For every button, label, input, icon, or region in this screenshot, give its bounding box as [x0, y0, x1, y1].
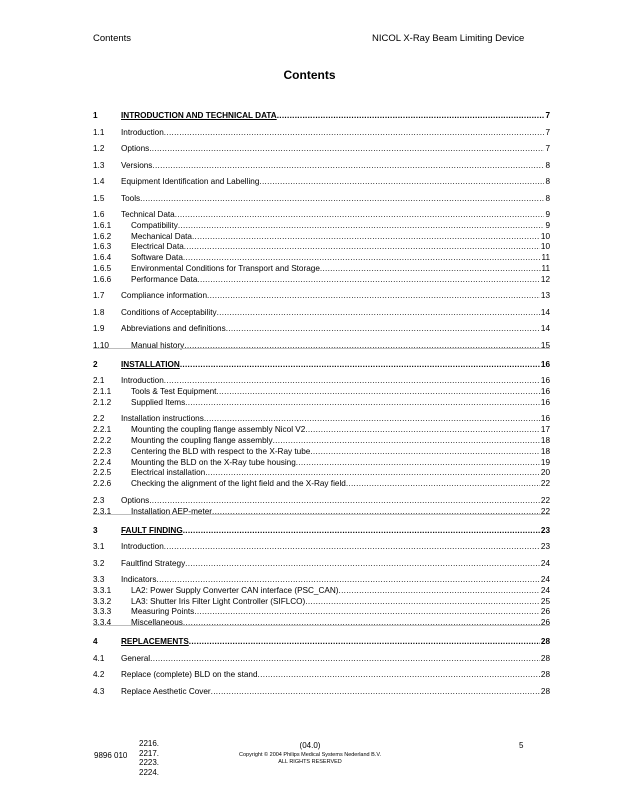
toc-entry-page: 16: [540, 387, 550, 397]
toc-entry-number: 3.3: [93, 575, 105, 584]
toc-entry[interactable]: [93, 386, 550, 397]
toc-entry-title[interactable]: Replace Aesthetic Cover: [121, 686, 211, 696]
toc-entry-page: 14: [540, 307, 550, 317]
toc-entry-page: 16: [540, 397, 550, 407]
toc-entry-page: 16: [540, 359, 550, 369]
toc-entry[interactable]: [93, 606, 550, 617]
footer-code: 2223.: [139, 758, 160, 767]
toc-dot-leader: [184, 241, 540, 252]
toc-dot-leader: [211, 686, 540, 697]
toc-dot-leader: [197, 274, 539, 285]
toc-entry[interactable]: [93, 669, 550, 680]
toc-entry-page: 23: [540, 525, 550, 535]
toc-entry[interactable]: [93, 290, 550, 301]
toc-entry-page: 11: [541, 253, 550, 263]
toc-dot-leader: [164, 541, 540, 552]
toc-entry-number: 1.10: [93, 340, 109, 350]
toc-entry[interactable]: [93, 541, 550, 552]
toc-entry-page: 8: [545, 160, 550, 170]
toc-entry-number: 3.3.3: [93, 607, 112, 617]
toc-entry-title[interactable]: Miscellaneous: [131, 618, 183, 628]
toc-dot-leader: [184, 340, 540, 351]
footer-code-list: [139, 739, 159, 777]
toc-dot-leader: [273, 435, 540, 446]
toc-entry[interactable]: [93, 323, 550, 334]
toc-entry-number: 1: [93, 111, 98, 120]
toc-entry[interactable]: [93, 413, 550, 424]
toc-entry-number: 1.6.3: [93, 242, 112, 252]
toc-entry-title[interactable]: Mounting the coupling flange assembly Nicol V2: [131, 425, 306, 435]
toc-entry-title[interactable]: Compatibility: [131, 220, 178, 230]
table-of-contents: [93, 0, 550, 800]
toc-entry[interactable]: [93, 231, 550, 242]
toc-entry-title[interactable]: Mounting the coupling flange assembly: [131, 436, 273, 445]
toc-dot-leader: [204, 413, 540, 424]
chapter-divider: [93, 514, 550, 515]
toc-entry-title[interactable]: Supplied Items: [131, 397, 186, 407]
toc-entry-number: 1.3: [93, 160, 105, 170]
footer-version: (04.0): [299, 741, 321, 750]
toc-entry-number: 2.2.2: [93, 436, 112, 445]
footer-copyright-line: Copyright © 2004 Philips Medical Systems Nederland B.V.: [238, 752, 382, 758]
toc-entry-page: 22: [540, 479, 550, 489]
toc-entry[interactable]: [93, 506, 550, 517]
toc-entry-title[interactable]: Options: [121, 495, 150, 505]
toc-dot-leader: [258, 669, 540, 680]
footer-code: 2216.: [139, 739, 160, 748]
toc-entry-number: 3.3.1: [93, 585, 112, 595]
toc-dot-leader: [277, 110, 545, 121]
toc-dot-leader: [310, 446, 540, 457]
toc-entry-page: 16: [540, 376, 550, 386]
toc-entry-number: 1.8: [93, 307, 105, 317]
toc-entry-title[interactable]: Performance Data: [131, 274, 198, 284]
footer-rights-line: ALL RIGHTS RESERVED: [278, 759, 342, 765]
toc-dot-leader: [305, 596, 540, 607]
toc-entry-title[interactable]: Mounting the BLD on the X-Ray tube housing: [131, 457, 296, 467]
toc-entry-number: 3.3.2: [93, 596, 112, 606]
toc-entry-title[interactable]: Installation instructions: [121, 414, 204, 424]
toc-entry-title[interactable]: Options: [121, 144, 150, 153]
toc-entry-page: 11: [541, 264, 550, 273]
toc-entry[interactable]: [93, 263, 550, 274]
toc-entry-number: 1.6.1: [93, 220, 112, 230]
footer-copyright: [200, 752, 420, 766]
toc-entry-number: 2.1.1: [93, 387, 112, 397]
toc-dot-leader: [205, 467, 540, 478]
toc-dot-leader: [149, 143, 544, 154]
toc-entry[interactable]: [93, 424, 550, 435]
toc-entry[interactable]: [93, 585, 550, 596]
toc-entry-number: 2.2.1: [93, 425, 112, 435]
header-document-title: NICOL X-Ray Beam Limiting Device: [372, 33, 525, 44]
toc-entry-page: 7: [545, 144, 550, 153]
toc-entry-number: 2.1.2: [93, 397, 112, 407]
toc-dot-leader: [178, 220, 545, 231]
toc-entry[interactable]: [93, 435, 550, 446]
toc-entry[interactable]: [93, 617, 550, 628]
footer-code: 2224.: [139, 767, 160, 777]
toc-dot-leader: [339, 585, 540, 596]
toc-dot-leader: [217, 307, 540, 318]
toc-entry-page: 20: [540, 468, 550, 478]
toc-entry-page: 10: [540, 231, 550, 241]
toc-entry-page: 17: [540, 425, 550, 435]
toc-entry-title[interactable]: Introduction: [121, 127, 164, 137]
toc-entry-title[interactable]: Technical Data: [121, 210, 175, 219]
toc-entry[interactable]: [93, 252, 550, 263]
toc-entry[interactable]: [93, 110, 550, 121]
toc-entry-title[interactable]: Conditions of Acceptability: [121, 307, 217, 317]
toc-entry-page: 22: [540, 495, 550, 505]
toc-entry-page: 9: [545, 220, 550, 230]
toc-entry-number: 1.6.2: [93, 231, 112, 241]
toc-entry-page: 12: [540, 274, 550, 284]
toc-entry-title[interactable]: Electrical Data: [131, 242, 184, 252]
toc-entry-number: 2.3: [93, 495, 105, 505]
toc-entry-number: 1.6.5: [93, 264, 112, 273]
toc-entry[interactable]: [93, 127, 550, 138]
toc-entry-number: 1.9: [93, 324, 105, 334]
toc-entry-title[interactable]: Abbreviations and definitions: [121, 324, 226, 334]
toc-entry[interactable]: [93, 274, 550, 285]
toc-entry-title[interactable]: Replace (complete) BLD on the stand: [121, 670, 258, 680]
toc-entry-number: 1.2: [93, 144, 105, 153]
toc-dot-leader: [175, 209, 545, 220]
toc-entry[interactable]: [93, 574, 550, 585]
chapter-divider: [93, 348, 550, 349]
toc-entry-page: 8: [545, 193, 550, 203]
toc-entry-number: 2.2.4: [93, 457, 112, 467]
toc-entry[interactable]: [93, 686, 550, 697]
toc-dot-leader: [157, 574, 540, 585]
toc-entry-title[interactable]: Indicators: [121, 575, 157, 584]
toc-entry[interactable]: [93, 143, 550, 154]
toc-dot-leader: [259, 176, 544, 187]
toc-entry-title[interactable]: Versions: [121, 160, 153, 170]
toc-entry-page: 26: [540, 607, 550, 617]
footer-page-number: 5: [519, 741, 524, 750]
toc-dot-leader: [164, 375, 540, 386]
toc-entry-title[interactable]: Installation AEP-meter: [131, 506, 213, 516]
toc-entry-number: 1.6: [93, 210, 105, 219]
toc-entry[interactable]: [93, 209, 550, 220]
toc-entry-number: 2: [93, 359, 98, 369]
toc-entry-title[interactable]: Equipment Identification and Labelling: [121, 177, 260, 186]
toc-dot-leader: [212, 506, 540, 517]
toc-entry-number: 1.5: [93, 193, 105, 203]
toc-dot-leader: [346, 478, 540, 489]
toc-entry-page: 9: [545, 210, 550, 219]
toc-dot-leader: [185, 558, 540, 569]
footer-doc-number: 9896 010: [94, 751, 128, 760]
toc-entry-number: 4: [93, 637, 98, 647]
toc-entry-page: 15: [540, 340, 550, 350]
toc-entry-page: 25: [540, 596, 550, 606]
toc-dot-leader: [216, 386, 539, 397]
toc-entry-number: 1.4: [93, 177, 105, 186]
toc-entry-page: 24: [540, 575, 550, 584]
toc-entry[interactable]: [93, 446, 550, 457]
toc-entry-number: 4.2: [93, 670, 105, 680]
toc-entry-number: 2.3.1: [93, 506, 112, 516]
toc-entry-number: 3.2: [93, 558, 105, 568]
toc-entry-number: 4.1: [93, 653, 105, 663]
toc-entry[interactable]: [93, 525, 550, 536]
toc-entry-number: 3.3.4: [93, 618, 112, 628]
toc-entry-title[interactable]: General: [121, 653, 151, 663]
toc-dot-leader: [226, 323, 540, 334]
toc-entry[interactable]: [93, 241, 550, 252]
toc-entry-page: 26: [540, 618, 550, 628]
toc-dot-leader: [305, 424, 540, 435]
toc-entry[interactable]: [93, 636, 550, 647]
toc-entry-number: 1.1: [93, 127, 105, 137]
toc-entry-title[interactable]: Compliance information: [121, 291, 208, 301]
chapter-divider: [93, 625, 550, 626]
toc-entry-title[interactable]: Introduction: [121, 542, 164, 551]
toc-entry-page: 7: [545, 111, 550, 120]
toc-entry[interactable]: [93, 307, 550, 318]
toc-entry-page: 18: [540, 436, 550, 445]
toc-entry[interactable]: [93, 340, 550, 351]
toc-dot-leader: [207, 290, 540, 301]
toc-dot-leader: [189, 636, 540, 647]
toc-entry[interactable]: [93, 558, 550, 569]
toc-entry-number: 2.2.6: [93, 479, 112, 489]
toc-dot-leader: [164, 127, 545, 138]
toc-entry-page: 24: [540, 558, 550, 568]
toc-entry-number: 2.2: [93, 414, 105, 424]
toc-entry-title[interactable]: Software Data: [131, 253, 183, 263]
toc-entry-number: 2.2.3: [93, 446, 112, 456]
toc-entry-title[interactable]: Faultfind Strategy: [121, 558, 186, 568]
toc-dot-leader: [150, 653, 540, 664]
toc-dot-leader: [152, 160, 544, 171]
toc-entry-page: 28: [540, 670, 550, 680]
toc-dot-leader: [185, 397, 540, 408]
toc-entry-title[interactable]: Centering the BLD with respect to the X-Ray tube: [131, 446, 311, 456]
toc-entry-title[interactable]: FAULT FINDING: [121, 525, 183, 535]
toc-entry-number: 3.1: [93, 542, 105, 551]
toc-entry-title[interactable]: Environmental Conditions for Transport and Storage: [131, 264, 320, 273]
toc-entry-page: 24: [540, 585, 550, 595]
toc-entry[interactable]: [93, 467, 550, 478]
toc-entry-number: 1.6.4: [93, 253, 112, 263]
header-section-label: Contents: [93, 33, 132, 44]
toc-entry-page: 22: [540, 506, 550, 516]
toc-entry-page: 28: [540, 637, 550, 647]
toc-entry-page: 10: [540, 242, 550, 252]
footer-code: 2217.: [139, 748, 160, 758]
toc-entry-title[interactable]: Measuring Points: [131, 607, 195, 617]
toc-entry[interactable]: [93, 596, 550, 607]
toc-dot-leader: [320, 263, 541, 274]
page-title: Contents: [283, 68, 336, 82]
toc-entry[interactable]: [93, 359, 550, 370]
toc-entry-title[interactable]: Electrical installation: [131, 468, 206, 478]
toc-entry-title[interactable]: LA3: Shutter Iris Filter Light Controller (SIFLCO): [131, 596, 306, 606]
toc-dot-leader: [296, 457, 540, 468]
toc-entry-page: 28: [540, 686, 550, 696]
toc-entry-title[interactable]: INSTALLATION: [121, 359, 180, 369]
toc-dot-leader: [183, 617, 540, 628]
toc-entry-number: 1.6.6: [93, 274, 112, 284]
toc-dot-leader: [192, 231, 540, 242]
toc-entry-title[interactable]: REPLACEMENTS: [121, 637, 189, 647]
toc-entry-number: 2.1: [93, 376, 105, 386]
toc-entry-page: 14: [540, 324, 550, 334]
toc-entry-title[interactable]: Tools: [121, 193, 141, 203]
toc-entry[interactable]: [93, 397, 550, 408]
toc-entry-number: 3: [93, 525, 98, 535]
toc-entry[interactable]: [93, 478, 550, 489]
toc-entry[interactable]: [93, 495, 550, 506]
toc-entry-title[interactable]: Manual history: [131, 340, 185, 350]
toc-entry-page: 7: [545, 127, 550, 137]
toc-entry-page: 19: [540, 457, 550, 467]
toc-entry-title[interactable]: Introduction: [121, 376, 164, 386]
toc-entry[interactable]: [93, 220, 550, 231]
toc-entry[interactable]: [93, 160, 550, 171]
toc-entry-page: 13: [540, 291, 550, 301]
toc-entry-page: 28: [540, 653, 550, 663]
toc-entry-number: 1.7: [93, 291, 105, 301]
toc-entry-number: 2.2.5: [93, 468, 112, 478]
toc-entry-title[interactable]: Tools & Test Equipment: [131, 387, 217, 397]
toc-entry-page: 16: [540, 414, 550, 424]
toc-entry[interactable]: [93, 457, 550, 468]
toc-entry-title[interactable]: Mechanical Data: [131, 231, 192, 241]
toc-entry[interactable]: [93, 193, 550, 204]
toc-dot-leader: [180, 359, 540, 370]
toc-dot-leader: [194, 606, 540, 617]
toc-entry[interactable]: [93, 653, 550, 664]
toc-entry-title[interactable]: INTRODUCTION AND TECHNICAL DATA: [121, 111, 277, 120]
toc-entry[interactable]: [93, 375, 550, 386]
toc-dot-leader: [140, 193, 544, 204]
toc-entry-page: 18: [540, 446, 550, 456]
toc-entry-title[interactable]: Checking the alignment of the light field and the X-Ray field: [131, 479, 346, 489]
toc-entry-title[interactable]: LA2: Power Supply Converter CAN interface (PSC_CAN): [131, 585, 339, 595]
toc-dot-leader: [183, 252, 541, 263]
toc-entry-number: 4.3: [93, 686, 105, 696]
toc-entry-page: 23: [540, 542, 550, 551]
toc-dot-leader: [183, 525, 540, 536]
toc-dot-leader: [149, 495, 540, 506]
toc-entry[interactable]: [93, 176, 550, 187]
toc-entry-page: 8: [545, 177, 550, 186]
